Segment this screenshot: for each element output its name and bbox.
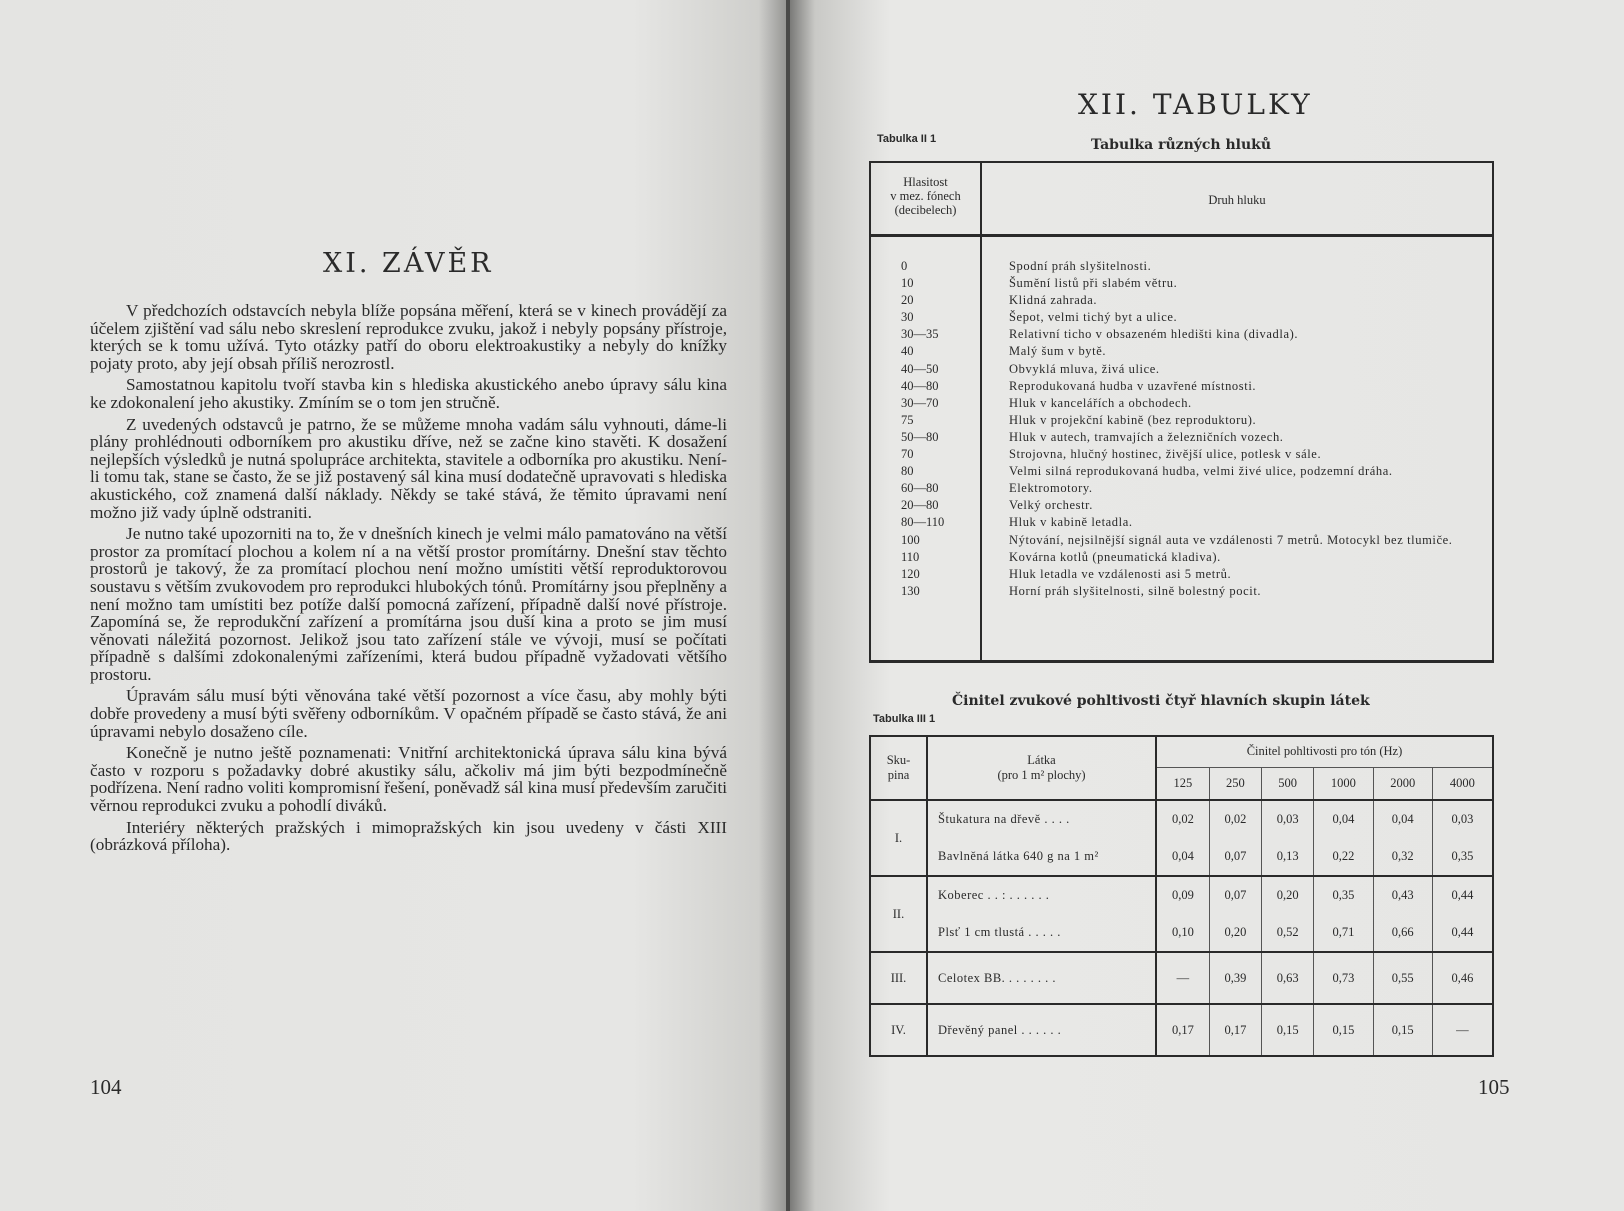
material-name: Bavlněná látka 640 g na 1 m² (927, 838, 1156, 876)
table-row (870, 800, 1493, 838)
group-label: III. (870, 952, 927, 1004)
table-row (871, 259, 1492, 274)
table-row (871, 310, 1492, 325)
coefficient-value: 0,17 (1209, 1004, 1261, 1056)
loudness-value: 0 (901, 259, 908, 273)
coefficient-value: 0,44 (1432, 914, 1493, 952)
body-text (90, 302, 727, 858)
noise-description: Strojovna, hlučný hostinec, živější ulice, potlesk v sále. (1009, 447, 1322, 462)
col-header-loudness: Hlasitost v mez. fónech (decibelech) (890, 175, 961, 217)
loudness-value: 100 (901, 532, 920, 547)
noise-description: Hluk v autech, tramvajích a železničních vozech. (1009, 429, 1284, 444)
coefficient-value: 0,39 (1209, 952, 1261, 1004)
noise-description: Hluk v projekční kabině (bez reproduktoru). (1009, 412, 1257, 427)
table-row (871, 344, 1492, 359)
coefficient-value: 0,17 (1156, 1004, 1209, 1056)
noise-description: Elektromotory. (1009, 481, 1093, 496)
coefficient-value: — (1156, 952, 1209, 1004)
col-header-coefficient: Činitel pohltivosti pro tón (Hz) (1156, 736, 1493, 767)
group-label: I. (870, 800, 927, 876)
coefficient-value: 0,04 (1373, 800, 1432, 838)
noise-description: Šumění listů při slabém větru. (1009, 276, 1178, 291)
freq-header: 2000 (1373, 767, 1432, 800)
material-name: Štukatura na dřevě . . . . (927, 800, 1156, 838)
table-row (870, 914, 1493, 952)
paragraph: Samostatnou kapitolu tvoří stavba kin s hlediska akustického anebo úpravy sálu kina ke zdokonalení jeho akustiky. Zmíním se o tom jen stručně. (90, 375, 727, 412)
table2-label: Tabulka III 1 (873, 713, 936, 725)
table-row (871, 362, 1492, 377)
coefficient-value: 0,55 (1373, 952, 1432, 1004)
noise-description: Hluk v kabině letadla. (1009, 515, 1133, 530)
coefficient-value: 0,32 (1373, 838, 1432, 876)
noise-description: Obvyklá mluva, živá ulice. (1009, 361, 1160, 376)
table1-label: Tabulka II 1 (877, 133, 937, 145)
coefficient-value: 0,71 (1314, 914, 1373, 952)
noise-table (869, 161, 1494, 663)
noise-description: Velký orchestr. (1009, 498, 1093, 513)
coefficient-value: 0,22 (1314, 838, 1373, 876)
table2-title: Činitel zvukové pohltivosti čtyř hlavních skupin látek (952, 693, 1370, 709)
page-number-right: 105 (1478, 1075, 1510, 1099)
table-row (871, 533, 1492, 548)
absorption-table (869, 735, 1494, 1057)
paragraph: Interiéry některých pražských i mimopražských kin jsou uvedeny v části XIII (obrázková příloha). (90, 817, 727, 855)
loudness-value: 20—80 (901, 498, 939, 513)
loudness-value: 75 (901, 412, 914, 427)
coefficient-value: 0,20 (1262, 876, 1314, 914)
freq-header: 4000 (1432, 767, 1493, 800)
right-page (790, 0, 1624, 1211)
table-row (871, 584, 1492, 599)
coefficient-value: 0,10 (1156, 914, 1209, 952)
col-header-noise-type: Druh hluku (1208, 193, 1266, 207)
loudness-value: 30 (901, 310, 914, 325)
coefficient-value: 0,52 (1262, 914, 1314, 952)
loudness-value: 110 (901, 549, 920, 564)
noise-table-body (871, 259, 1492, 601)
chapter-title-left: XI. ZÁVĚR (323, 248, 494, 279)
table-row (871, 481, 1492, 496)
table-row (871, 550, 1492, 565)
col-header-material: Látka (pro 1 m² plochy) (927, 736, 1156, 800)
noise-description: Hluk letadla ve vzdálenosti asi 5 metrů. (1009, 566, 1232, 581)
loudness-value: 70 (901, 447, 914, 462)
table-row (871, 413, 1492, 428)
table-row (871, 430, 1492, 445)
table1-title: Tabulka různých hluků (1091, 137, 1272, 153)
coefficient-value: 0,35 (1314, 876, 1373, 914)
freq-header: 1000 (1314, 767, 1373, 800)
coefficient-value: 0,43 (1373, 876, 1432, 914)
coefficient-value: 0,73 (1314, 952, 1373, 1004)
coefficient-value: 0,15 (1314, 1004, 1373, 1056)
coefficient-value: 0,04 (1314, 800, 1373, 838)
freq-header: 125 (1156, 767, 1209, 800)
chapter-title-right: XII. TABULKY (1078, 88, 1313, 121)
table-row (870, 1004, 1493, 1056)
loudness-value: 130 (901, 583, 920, 598)
coefficient-value: 0,03 (1262, 800, 1314, 838)
noise-description: Malý šum v bytě. (1009, 344, 1107, 359)
table-row (871, 498, 1492, 513)
coefficient-value: 0,09 (1156, 876, 1209, 914)
noise-description: Reprodukovaná hudba v uzavřené místnosti. (1009, 378, 1257, 393)
coefficient-value: 0,63 (1262, 952, 1314, 1004)
noise-description: Hluk v kancelářích a obchodech. (1009, 395, 1192, 410)
coefficient-value: 0,07 (1209, 838, 1261, 876)
paragraph: Je nutno také upozorniti na to, že v dnešních kinech je velmi málo pamatováno na větší prostor za promítací plochou a kolem ní a na větší prostor promítárny. Dnešní stav těchto prostorů je takový, že za promítací plochou není možno umístiti větší reproduktorovou soustavu s větším zvukovodem pro reprodukci hlubokých tónů. Promítárny jsou přeplněny a není možno tam umístiti bez potíže další pomocná zařízení, případně další nové přístroje. Zapomíná se, že reprodukční zařízení a promítárna jsou duší kina a proto se jim musí věnovati náležitá pozornost. Jelikož jsou tato zařízení stále ve vývoji, musí se počítati případně s dalšími zdokonalenými zařízeními, která budou případně vyžadovati většího prostoru. (90, 524, 727, 684)
noise-description: Relativní ticho v obsazeném hledišti kina (divadla). (1009, 327, 1299, 342)
table-row (871, 327, 1492, 342)
coefficient-value: 0,44 (1432, 876, 1493, 914)
table-row (871, 276, 1492, 291)
table-row (871, 464, 1492, 479)
table-row (870, 876, 1493, 914)
loudness-value: 120 (901, 566, 920, 581)
paragraph: Konečně je nutno ještě poznamenati: Vnitřní architektonická úprava sálu kina bývá často v rozporu s požadavky dobré akustiky sálu, ačkoliv má jim býti bezpodmínečně podřízena. Není radno voliti kompromisní řešení, poněvadž sál kina musí především zaručiti věrnou reprodukci zvuku a pohodlí diváků. (90, 743, 727, 816)
table-row (870, 952, 1493, 1004)
loudness-value: 40—50 (901, 361, 939, 376)
loudness-value: 40—80 (901, 378, 939, 393)
loudness-value: 40 (901, 344, 914, 359)
material-name: Celotex BB. . . . . . . . (927, 952, 1156, 1004)
table-row (871, 447, 1492, 462)
paragraph: V předchozích odstavcích nebyla blíže popsána měření, která se v kinech provádějí za účelem zjištění vad sálu nebo skreslení reprodukce zvuku, jakož i nebyly popsány přístroje, kterých se k tomu užívá. Tyto otázky patří do oboru elektroakustiky a nebyly do knížky pojaty proto, aby její obsah příliš nerozrostl. (90, 301, 727, 373)
coefficient-value: 0,20 (1209, 914, 1261, 952)
table-row (871, 379, 1492, 394)
coefficient-value: 0,15 (1373, 1004, 1432, 1056)
group-label: II. (870, 876, 927, 952)
paragraph: Z uvedených odstavců je patrno, že se můžeme mnoha vadám sálu vyhnouti, dáme-li plány prohlédnouti odborníkem pro akustiku dříve, než se začne kino stavěti. K dosažení nejlepších výsledků je nutná spolupráce architekta, stavitele a odborníka pro akustiku. Není-li tomu tak, stane se často, že se již postavený sál kina musí dodatečně upravovati s hlediska akustického, což znamená další náklady. Někdy se také stává, že těmito úpravami není možno již vady úplně odstraniti. (90, 414, 727, 522)
loudness-value: 10 (901, 276, 914, 291)
loudness-value: 20 (901, 293, 914, 308)
coefficient-value: 0,15 (1262, 1004, 1314, 1056)
coefficient-value: 0,66 (1373, 914, 1432, 952)
noise-description: Šepot, velmi tichý byt a ulice. (1009, 310, 1178, 325)
coefficient-value: 0,35 (1432, 838, 1493, 876)
table-row (871, 567, 1492, 582)
loudness-value: 50—80 (901, 429, 939, 444)
coefficient-value: 0,04 (1156, 838, 1209, 876)
material-name: Dřevěný panel . . . . . . (927, 1004, 1156, 1056)
coefficient-value: 0,02 (1156, 800, 1209, 838)
noise-description: Klidná zahrada. (1009, 293, 1098, 308)
table-row (871, 515, 1492, 530)
coefficient-value: 0,02 (1209, 800, 1261, 838)
coefficient-value: 0,46 (1432, 952, 1493, 1004)
coefficient-value: 0,07 (1209, 876, 1261, 914)
table-header-rule (871, 234, 1492, 237)
loudness-value: 30—70 (901, 395, 939, 410)
coefficient-value: 0,13 (1262, 838, 1314, 876)
noise-description: Spodní práh slyšitelnosti. (1009, 259, 1152, 273)
table-row (871, 396, 1492, 411)
col-header-group: Sku- pina (870, 736, 927, 800)
page-number-left: 104 (90, 1075, 122, 1099)
left-page (0, 0, 790, 1211)
coefficient-value: 0,03 (1432, 800, 1493, 838)
noise-description: Kovárna kotlů (pneumatická kladiva). (1009, 549, 1221, 564)
freq-header: 250 (1209, 767, 1261, 800)
freq-header: 500 (1262, 767, 1314, 800)
noise-description: Nýtování, nejsilnější signál auta ve vzdálenosti 7 metrů. Motocykl bez tlumiče. (1009, 532, 1453, 547)
loudness-value: 60—80 (901, 481, 939, 496)
loudness-value: 30—35 (901, 327, 939, 342)
table-row (871, 293, 1492, 308)
noise-description: Velmi silná reprodukovaná hudba, velmi živé ulice, podzemní dráha. (1009, 464, 1393, 479)
loudness-value: 80—110 (901, 515, 945, 530)
coefficient-value: — (1432, 1004, 1493, 1056)
noise-description: Horní práh slyšitelnosti, silně bolestný pocit. (1009, 583, 1262, 598)
material-name: Plsť 1 cm tlustá . . . . . (927, 914, 1156, 952)
loudness-value: 80 (901, 464, 914, 479)
group-label: IV. (870, 1004, 927, 1056)
table-row (870, 838, 1493, 876)
paragraph: Úpravám sálu musí býti věnována také větší pozornost a více času, aby mohly býti dobře provedeny a musí býti svěřeny odborníkům. V opačném případě se často stává, že ani úpravami nebylo dosaženo cíle. (90, 686, 727, 741)
material-name: Koberec . . : . . . . . . (927, 876, 1156, 914)
